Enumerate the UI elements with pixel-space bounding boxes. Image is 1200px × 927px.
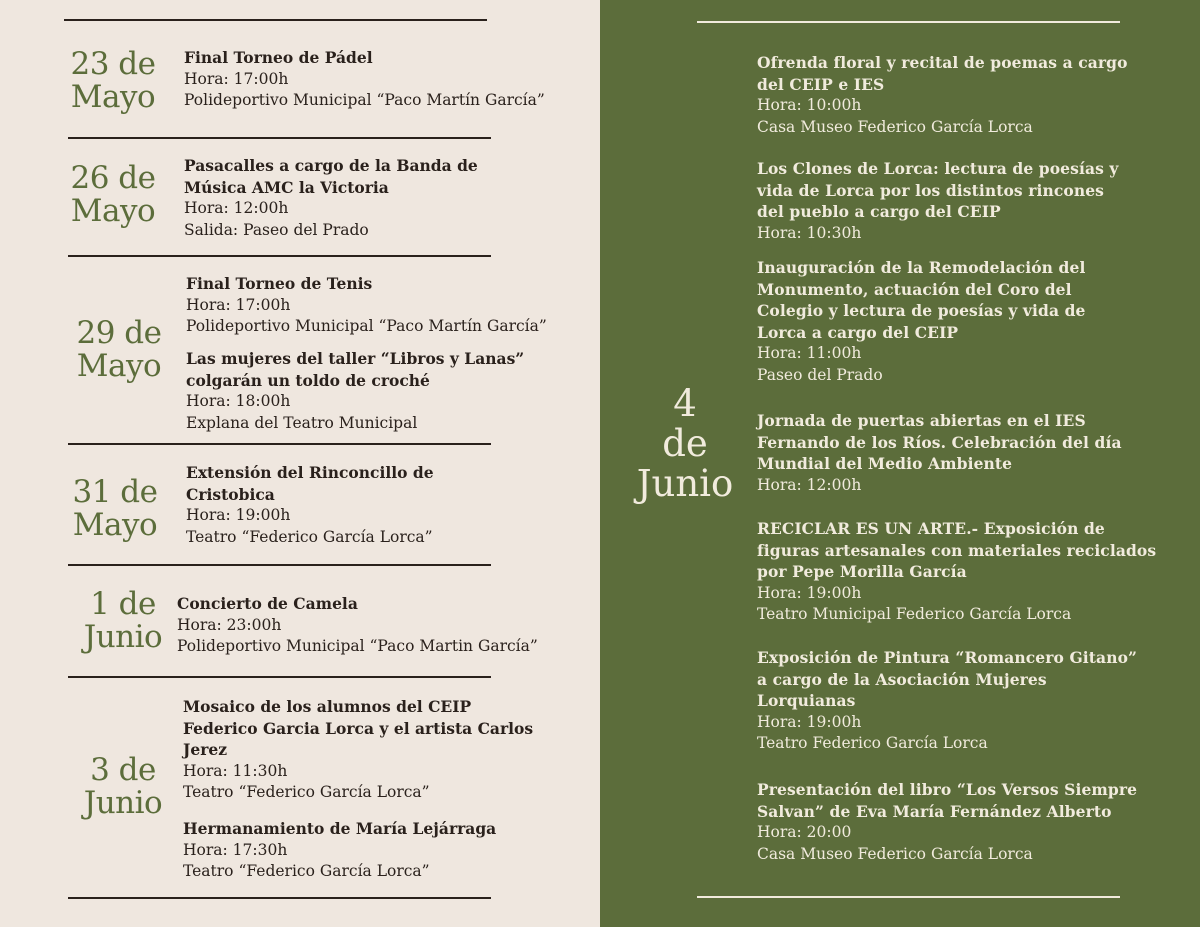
event-time: Hora: 19:00h <box>186 506 291 524</box>
date-month: Mayo <box>76 348 162 384</box>
event-rinconcillo <box>186 462 434 548</box>
event-time: Hora: 11:00h <box>757 344 862 362</box>
event-title: Jornada de puertas abiertas en el IES <box>757 411 1086 430</box>
event-title: Las mujeres del taller “Libros y Lanas” <box>186 349 525 368</box>
event-time: Hora: 17:00h <box>186 295 291 314</box>
event-time: Hora: 23:00h <box>177 615 282 634</box>
event-clones-lorca <box>757 158 1119 244</box>
event-puertas-abiertas <box>757 410 1122 496</box>
divider <box>68 676 491 678</box>
event-time: Hora: 10:30h <box>757 223 862 242</box>
event-time: Hora: 19:00h <box>757 712 862 731</box>
event-title: figuras artesanales con materiales reciclados <box>757 540 1157 560</box>
event-title: Fernando de los Ríos. Celebración del día <box>757 432 1122 452</box>
event-title: Ofrenda floral y recital de poemas a cargo <box>757 53 1128 72</box>
date-day-number: 4 <box>673 382 697 425</box>
event-inauguracion <box>757 257 1086 386</box>
event-title: por Pepe Morilla García <box>757 562 967 581</box>
date-month: Junio <box>83 619 163 655</box>
event-title: Los Clones de Lorca: lectura de poesías y <box>757 159 1119 178</box>
event-title: Música AMC la Victoria <box>184 177 389 197</box>
event-place: Polideportivo Municipal “Paco Martin García” <box>177 637 538 655</box>
event-title: Salvan” de Eva María Fernández Alberto <box>757 801 1112 821</box>
event-time: Hora: 12:00h <box>184 199 289 217</box>
date-month: Junio <box>83 785 163 821</box>
event-place: Polideportivo Municipal “Paco Martín García” <box>184 91 545 109</box>
date-day: 26 de <box>70 160 156 196</box>
date-1-junio <box>68 588 178 654</box>
date-month: Mayo <box>70 193 156 229</box>
event-mosaico <box>183 696 533 804</box>
event-place: Explana del Teatro Municipal <box>186 413 418 432</box>
event-reciclar <box>757 518 1156 626</box>
event-place: Teatro Municipal Federico García Lorca <box>757 605 1072 623</box>
event-hermanamiento <box>183 818 496 883</box>
event-romancero <box>757 647 1137 755</box>
date-day: 31 de <box>72 474 158 510</box>
event-title: Pasacalles a cargo de la Banda de <box>184 156 478 175</box>
event-title: a cargo de la Asociación Mujeres <box>757 669 1047 689</box>
event-place: Teatro Federico García Lorca <box>757 734 988 752</box>
event-time: Hora: 19:00h <box>757 583 862 602</box>
date-de: de <box>662 422 708 465</box>
event-title: Lorquianas <box>757 691 856 710</box>
event-time: Hora: 20:00 <box>757 823 852 841</box>
event-place: Salida: Paseo del Prado <box>184 220 369 239</box>
event-title: Exposición de Pintura “Romancero Gitano” <box>757 648 1138 667</box>
date-day: 3 de <box>90 752 156 788</box>
date-day: 1 de <box>90 586 156 622</box>
event-place: Casa Museo Federico García Lorca <box>757 117 1033 136</box>
date-day: 23 de <box>70 46 156 82</box>
event-title: Monumento, actuación del Coro del <box>757 279 1072 299</box>
event-title: vida de Lorca por los distintos rincones <box>757 180 1104 200</box>
event-time: Hora: 17:30h <box>183 840 288 859</box>
event-place: Teatro “Federico García Lorca” <box>183 862 430 880</box>
event-title: Final Torneo de Tenis <box>186 274 373 293</box>
event-title: Lorca a cargo del CEIP <box>757 322 959 342</box>
date-26-mayo <box>58 162 168 228</box>
date-month: Mayo <box>70 79 156 115</box>
event-place: Teatro “Federico García Lorca” <box>183 783 430 801</box>
divider <box>697 896 1120 898</box>
date-23-mayo <box>58 48 168 114</box>
event-ofrenda <box>757 52 1128 138</box>
date-month: Junio <box>636 462 734 505</box>
event-title: del pueblo a cargo del CEIP <box>757 202 1001 221</box>
date-month: Mayo <box>72 507 158 543</box>
event-title: Colegio y lectura de poesías y vida de <box>757 301 1086 320</box>
date-29-mayo <box>64 317 174 383</box>
event-title: Jerez <box>183 740 228 759</box>
event-title: Federico Garcia Lorca y el artista Carlos <box>183 718 534 738</box>
event-time: Hora: 17:00h <box>184 69 289 88</box>
event-place: Teatro “Federico García Lorca” <box>186 527 433 546</box>
event-title: RECICLAR ES UN ARTE.- Exposición de <box>757 519 1105 538</box>
event-time: Hora: 12:00h <box>757 475 862 494</box>
divider <box>64 19 487 21</box>
event-time: Hora: 10:00h <box>757 96 862 114</box>
divider <box>68 564 491 566</box>
divider <box>68 897 491 899</box>
divider <box>68 255 491 257</box>
event-title: Mundial del Medio Ambiente <box>757 454 1013 473</box>
event-final-padel <box>184 47 545 112</box>
event-title: colgarán un toldo de croché <box>186 370 430 390</box>
divider <box>68 137 491 139</box>
event-title: Presentación del libro “Los Versos Siempre <box>757 780 1138 799</box>
event-time: Hora: 18:00h <box>186 392 291 410</box>
date-3-junio <box>68 754 178 820</box>
divider <box>697 21 1120 23</box>
divider <box>68 443 491 445</box>
date-4-junio <box>620 384 750 504</box>
right-panel <box>600 0 1200 927</box>
event-title: Inauguración de la Remodelación del <box>757 258 1086 277</box>
event-title: Cristobica <box>186 484 275 504</box>
date-day: 29 de <box>76 315 162 351</box>
event-place: Paseo del Prado <box>757 365 883 384</box>
event-title: Extensión del Rinconcillo de <box>186 463 434 482</box>
event-final-tenis <box>186 273 547 338</box>
event-libros-lanas <box>186 348 524 434</box>
event-presentacion-libro <box>757 779 1137 865</box>
event-title: Mosaico de los alumnos del CEIP <box>183 697 472 716</box>
event-title: del CEIP e IES <box>757 74 885 94</box>
event-place: Casa Museo Federico García Lorca <box>757 844 1033 863</box>
event-pasacalles <box>184 155 478 241</box>
event-time: Hora: 11:30h <box>183 761 288 780</box>
event-title: Final Torneo de Pádel <box>184 48 373 67</box>
event-place: Polideportivo Municipal “Paco Martín García” <box>186 317 547 335</box>
date-31-mayo <box>60 476 170 542</box>
event-camela <box>177 593 538 658</box>
event-title: Concierto de Camela <box>177 594 358 613</box>
event-title: Hermanamiento de María Lejárraga <box>183 819 497 838</box>
